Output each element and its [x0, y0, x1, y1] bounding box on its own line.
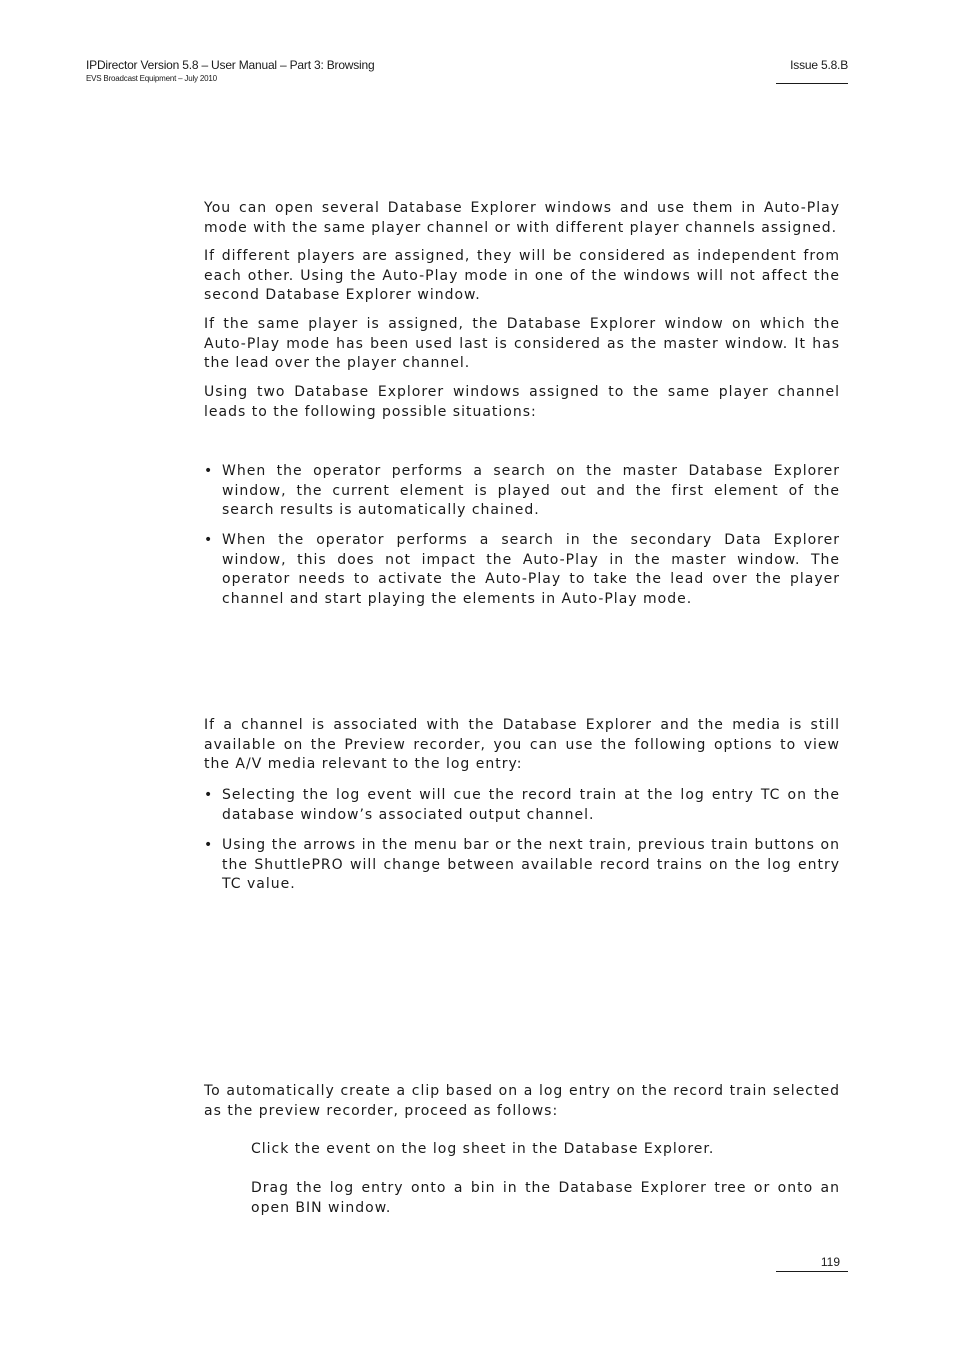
bullet-icon: • — [204, 532, 214, 548]
header-subtitle: EVS Broadcast Equipment – July 2010 — [86, 74, 217, 83]
page-number: 119 — [820, 1255, 840, 1269]
bullet-icon: • — [204, 463, 214, 479]
paragraph: To automatically create a clip based on a log entry on the record train selected as the preview recorder, proceed as follows: — [204, 1083, 840, 1119]
page-header — [86, 58, 374, 83]
list-item — [204, 836, 840, 895]
list-item — [204, 786, 840, 825]
paragraph: If different players are assigned, they will be considered as independent from each other. Using the Auto-Play mode in one of the windows will not affect the second Database Explorer window. — [204, 248, 840, 303]
list-item-text: Using the arrows in the menu bar or the next train, previous train buttons on the ShuttlePRO will change between available record trains on the log entry TC value. — [222, 837, 840, 892]
header-title: IPDirector Version 5.8 – User Manual – Part 3: Browsing — [86, 58, 375, 72]
header-rule — [776, 83, 848, 84]
bullet-icon: • — [204, 787, 214, 803]
list-item-text: When the operator performs a search in the secondary Data Explorer window, this does not impact the Auto-Play in the master window. The operator needs to activate the Auto-Play to take the lead over the player channel and start playing the elements in Auto-Play mode. — [222, 532, 840, 607]
list-item-text: Selecting the log event will cue the record train at the log entry TC on the database window’s associated output channel. — [222, 787, 840, 823]
issue-number: Issue 5.8.B — [790, 58, 848, 72]
footer-rule — [776, 1271, 848, 1272]
procedure-step: Click the event on the log sheet in the Database Explorer. — [251, 1141, 715, 1157]
list-item-text: When the operator performs a search on the master Database Explorer window, the current element is played out and the first element of the search results is automatically chained. — [222, 463, 840, 518]
bullet-icon: • — [204, 837, 214, 853]
procedure-step: Drag the log entry onto a bin in the Database Explorer tree or onto an open BIN window. — [251, 1180, 840, 1216]
paragraph: Using two Database Explorer windows assigned to the same player channel leads to the following possible situations: — [204, 384, 840, 420]
paragraph: If a channel is associated with the Database Explorer and the media is still available on the Preview recorder, you can use the following options to view the A/V media relevant to the log entry: — [204, 717, 840, 772]
list-item — [204, 531, 840, 609]
paragraph: If the same player is assigned, the Database Explorer window on which the Auto-Play mode has been used last is considered as the master window. It has the lead over the player channel. — [204, 316, 840, 371]
list-item — [204, 462, 840, 521]
paragraph: You can open several Database Explorer windows and use them in Auto-Play mode with the same player channel or with different player channels assigned. — [204, 200, 840, 236]
